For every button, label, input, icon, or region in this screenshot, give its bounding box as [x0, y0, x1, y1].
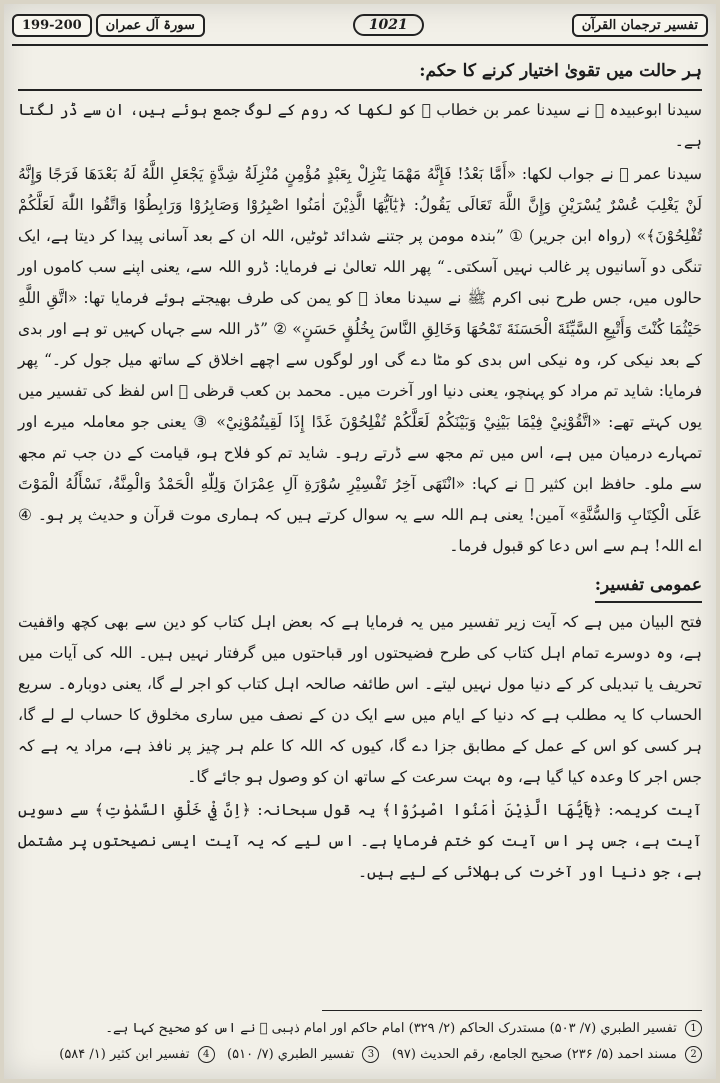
verse-range: 199-200 — [12, 14, 92, 37]
footnotes — [18, 1016, 702, 1068]
header-divider — [12, 44, 708, 46]
footnote-row-2 — [18, 1042, 702, 1068]
section-heading-taqwa — [18, 56, 702, 91]
page-number: 1021 — [353, 14, 424, 36]
footnote-text: تفسیر ابن کثیر (۱/ ۵۸۴) — [59, 1047, 190, 1062]
paragraph: سیدنا عمر ﷛ نے جواب لکھا: «أَمَّا بَعْدُ! فَإِنَّهُ مَهْمَا يَنْزِلْ بِعَبْدٍ مُؤْمِنٍ مُنْزِلَةُ شِدَّةٍ يَجْعَلِ اللَّهُ لَهُ بَعْدَهَا فَرَجًا وَإِنَّهُ لَنْ يَغْلِبَ عُسْرٌ يُسْرَيْنِ وَإِنَّ اللَّهَ تَعَالَى يَقُولُ: ﴿يٰٓاَيُّهَا الَّذِيْنَ اٰمَنُوا اصْبِرُوْا وَصَابِرُوْا وَرَابِطُوْا وَاتَّقُوا اللّٰهَ لَعَلَّكُمْ تُفْلِحُوْنَ﴾» (رواہ ابن جریر) ① ”بندہ مومن پر جتنے شدائد ٹوٹیں، اللہ ان کے بعد آسانی پیدا کر دیتا ہے، ایک تنگی دو آسانیوں پر غالب نہیں آسکتی۔“ پھر اللہ تعالیٰ نے فرمایا: ڈرو اللہ سے، یعنی اپنے سب کاموں اور حالوں میں، جس طرح نبی اکرم ﷺ نے سیدنا معاذ ﷛ کو یمن کی طرف بھیجتے ہوئے فرمایا تھا: «اتَّقِ اللَّهِ حَيْثُمَا كُنْتَ وَأَتْبِعِ السَّيِّئَةَ الْحَسَنَةَ تَمْحُهَا وَخَالِقِ النَّاسَ بِخُلُقٍ حَسَنٍ» ② ”ڈر اللہ سے جہاں کہیں تو ہے اور بدی کے بعد نیکی کر، وہ نیکی اس بدی کو مٹا دے گی اور لوگوں سے اچھے اخلاق کے ساتھ میل جول کر۔“ پھر فرمایا: شاید تم مراد کو پہنچو، یعنی دنیا اور آخرت میں۔ محمد بن کعب قرظی ﷫ اس لفظ کی تفسیر میں یوں کہتے تھے: «اتَّقُوْنِيْ فِيْمَا بَيْنِيْ وَبَيْنَكُمْ لَعَلَّكُمْ تُفْلِحُوْنَ غَدًا إِذَا لَقِيتُمُوْنِيْ» ③ یعنی جو معاملہ میرے اور تمہارے درمیان میں ہے، اس میں تم مجھ سے ڈرتے رہو۔ شاید تم کو فلاح ہو، قیامت کے دن جب تم مجھ سے ملو۔ حافظ ابن کثیر ﷫ نے کہا: «انْتَهَى آخِرُ تَفْسِيْرِ سُوْرَةِ آلِ عِمْرَانَ وَلِلّٰهِ الْحَمْدُ وَالْمِنَّةُ، نَسْأَلُهُ الْمَوْتَ عَلَى الْكِتَابِ وَالسُّنَّةِ» آمین! یعنی ہم اللہ سے یہ سوال کرتے ہیں کہ ہماری موت قرآن و حدیث پر ہو۔ ④ اے اللہ! ہم سے اس دعا کو قبول فرما۔ — [18, 165, 702, 555]
footnote-text: تفسیر الطبري (۷/ ۵۱۰) — [227, 1047, 355, 1062]
footnote-1 — [18, 1016, 702, 1042]
footnote-marker: 1 — [685, 1020, 702, 1037]
footnote-text: مسند احمد (۵/ ۲۳۶) صحیح الجامع، رقم الحدیث (۹۷) — [391, 1047, 677, 1062]
section-heading-general: عمومی تفسیر: — [595, 570, 702, 603]
book-title: تفسیر ترجمان القرآن — [572, 14, 708, 37]
section-general-tafsir — [18, 564, 702, 607]
surah-name: سورۃ آل عمران — [96, 14, 205, 37]
header-left — [12, 14, 205, 37]
book-page — [4, 4, 716, 1079]
page-content — [18, 56, 702, 890]
paragraph: سیدنا ابوعبیدہ ﷛ نے سیدنا عمر بن خطاب ﷛ کو لکھا کہ روم کے لوگ جمع ہوئے ہیں، ان سے ڈر لگتا ہے۔ — [18, 101, 702, 150]
footnote-text: تفسیر الطبري (۷/ ۵۰۳) مستدرک الحاکم (۲/ ۳۲۹) امام حاکم اور امام ذہبی ﷮ نے اس کو صحیح کہا ہے۔ — [105, 1021, 677, 1036]
footnote-marker: 3 — [362, 1046, 379, 1063]
section-heading-text: ہر حالت میں تقویٰ اختیار کرنے کا حکم: — [419, 61, 702, 81]
footnote-marker: 4 — [198, 1046, 215, 1063]
footnote-marker: 2 — [685, 1046, 702, 1063]
paragraph: آیت کریمہ: ﴿يٰٓاَيُّهَا الَّذِيْنَ اٰمَنُوا اصْبِرُوْا﴾ یہ قول سبحانہ: ﴿اِنَّ فِيْ خَلْقِ السَّمٰوٰتِ﴾ سے دسویں آیت ہے، جس پر اس آیت کو ختم فرمایا ہے۔ اس لیے کہ یہ آیت ایسی نصیحتوں پر مشتمل ہے، جو دنیا اور آخرت کی بھلائی کے لیے ہیں۔ — [18, 801, 702, 881]
paragraph: فتح البیان میں ہے کہ آیت زیر تفسیر میں یہ فرمایا ہے کہ بعض اہل کتاب کو دین سے بھی کچھ واقفیت ہے، وہ دوسرے تمام اہل کتاب کی طرح فضیحتوں اور قباحتوں میں گرفتار نہیں ہیں۔ اللہ کی آیات میں تحریف یا تبدیلی کر کے دنیا مول نہیں لیتے۔ اس طائفہ صالحہ اہل کتاب کو اجر لے گا، یعنی دوبارہ۔ سریع الحساب کا یہ مطلب ہے کہ دنیا کے ایام میں سے ایک دن کے نصف میں ساری مخلوق کا حساب لے لے گا، ہر کسی کو اس کے عمل کے مطابق جزا دے گا، کیوں کہ اللہ کا علم ہر چیز پر نافذ ہے، مراد یہ ہے کہ جس اجر کا وعدہ کیا گیا ہے، وہ بہت سرعت کے ساتھ ان کو وصول ہو جائے گا۔ — [18, 613, 702, 786]
page-header — [12, 10, 708, 40]
footnote-divider — [322, 1010, 702, 1011]
